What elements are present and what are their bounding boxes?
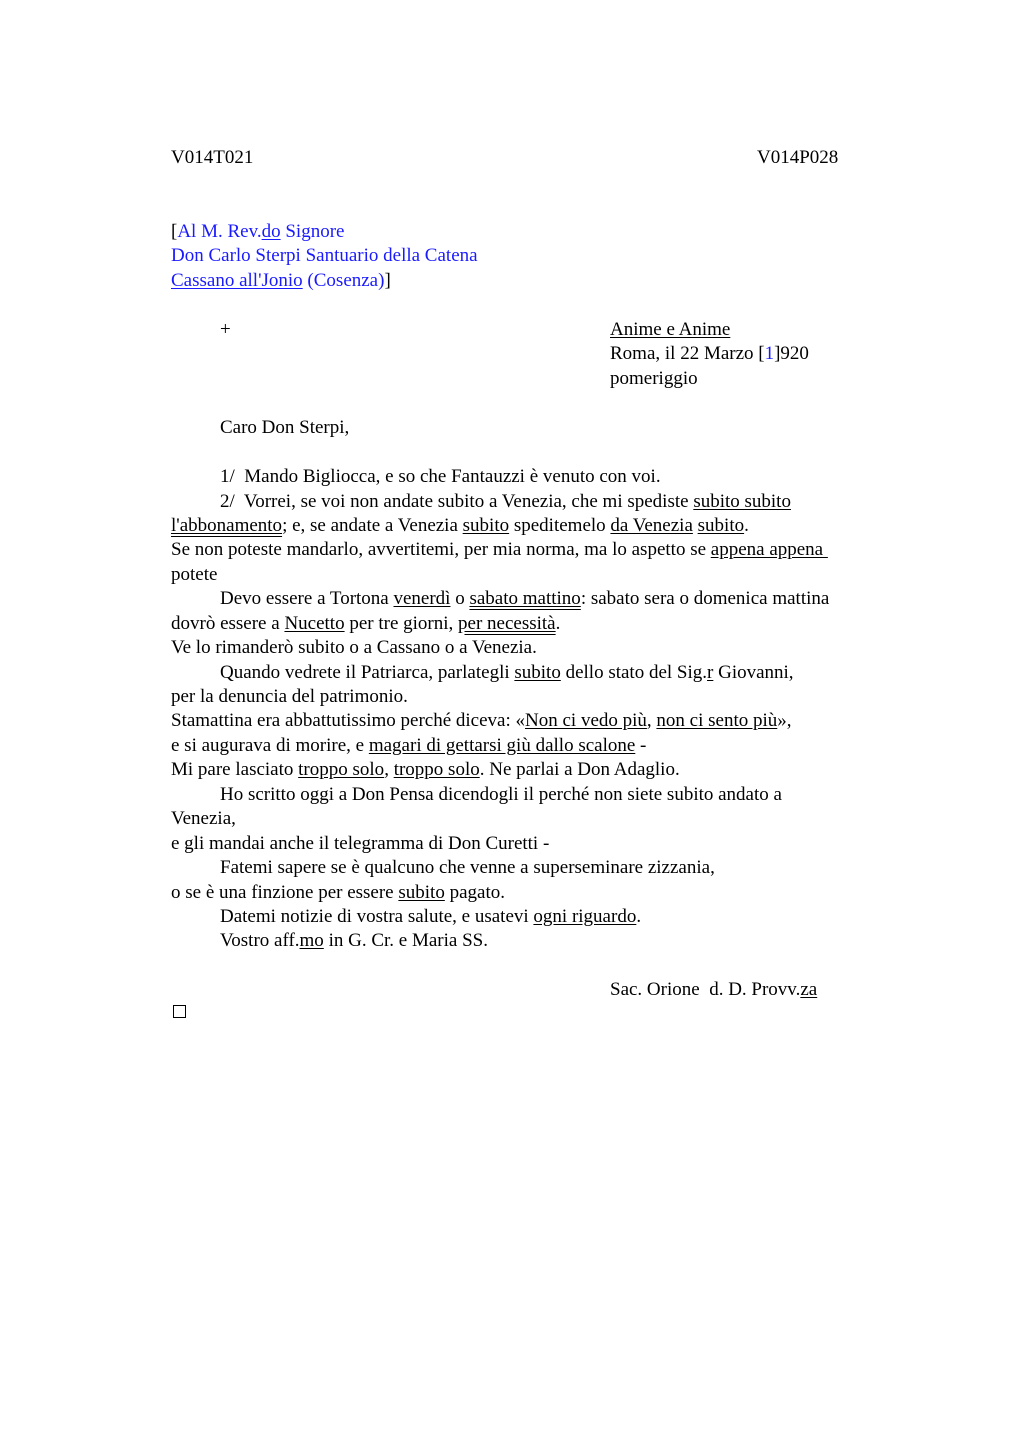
body-line: Mi pare lasciato troppo solo, troppo solo. Ne parlai a Don Adaglio. bbox=[171, 759, 680, 780]
address-line-3: Cassano all'Jonio (Cosenza)] bbox=[171, 270, 391, 291]
salutation: Caro Don Sterpi, bbox=[220, 417, 350, 438]
place-date: Roma, il 22 Marzo [1]920 bbox=[610, 343, 809, 364]
end-box-icon bbox=[173, 1005, 186, 1018]
cross-symbol: + bbox=[220, 319, 231, 340]
body-line: Se non poteste mandarlo, avvertitemi, per mia norma, ma lo aspetto se appena appena bbox=[171, 539, 828, 560]
body-line: potete bbox=[171, 564, 218, 585]
body-line: Stamattina era abbattutissimo perché diceva: «Non ci vedo più, non ci sento più», bbox=[171, 710, 792, 731]
body-line: per la denuncia del patrimonio. bbox=[171, 686, 408, 707]
body-line: Vostro aff.mo in G. Cr. e Maria SS. bbox=[220, 930, 488, 951]
time-of-day: pomeriggio bbox=[610, 368, 698, 389]
body-line: Devo essere a Tortona venerdì o sabato mattino: sabato sera o domenica mattina bbox=[220, 588, 830, 609]
document-code-right: V014P028 bbox=[757, 147, 839, 168]
body-line: 2/ Vorrei, se voi non andate subito a Venezia, che mi spediste subito subito bbox=[220, 491, 791, 512]
document-code-left: V014T021 bbox=[171, 147, 254, 168]
body-line: 1/ Mando Bigliocca, e so che Fantauzzi è venuto con voi. bbox=[220, 466, 661, 487]
body-line: Ho scritto oggi a Don Pensa dicendogli il perché non siete subito andato a bbox=[220, 784, 782, 805]
body-line: Ve lo rimanderò subito o a Cassano o a Venezia. bbox=[171, 637, 537, 658]
body-line: Venezia, bbox=[171, 808, 236, 829]
body-line: Datemi notizie di vostra salute, e usatevi ogni riguardo. bbox=[220, 906, 642, 927]
body-line: e gli mandai anche il telegramma di Don Curetti - bbox=[171, 833, 550, 854]
body-line: Fatemi sapere se è qualcuno che venne a superseminare zizzania, bbox=[220, 857, 715, 878]
address-line-1: [Al M. Rev.do Signore bbox=[171, 221, 345, 242]
body-line: e si augurava di morire, e magari di gettarsi giù dallo scalone - bbox=[171, 735, 647, 756]
body-line: dovrò essere a Nucetto per tre giorni, per necessità. bbox=[171, 613, 561, 634]
signature: Sac. Orione d. D. Provv.za bbox=[610, 979, 818, 1000]
body-line: l'abbonamento; e, se andate a Venezia subito speditemelo da Venezia subito. bbox=[171, 515, 749, 536]
address-line-2: Don Carlo Sterpi Santuario della Catena bbox=[171, 245, 478, 266]
body-line: o se è una finzione per essere subito pagato. bbox=[171, 882, 505, 903]
body-line: Quando vedrete il Patriarca, parlategli subito dello stato del Sig.r Giovanni, bbox=[220, 662, 794, 683]
motto: Anime e Anime bbox=[610, 319, 731, 340]
